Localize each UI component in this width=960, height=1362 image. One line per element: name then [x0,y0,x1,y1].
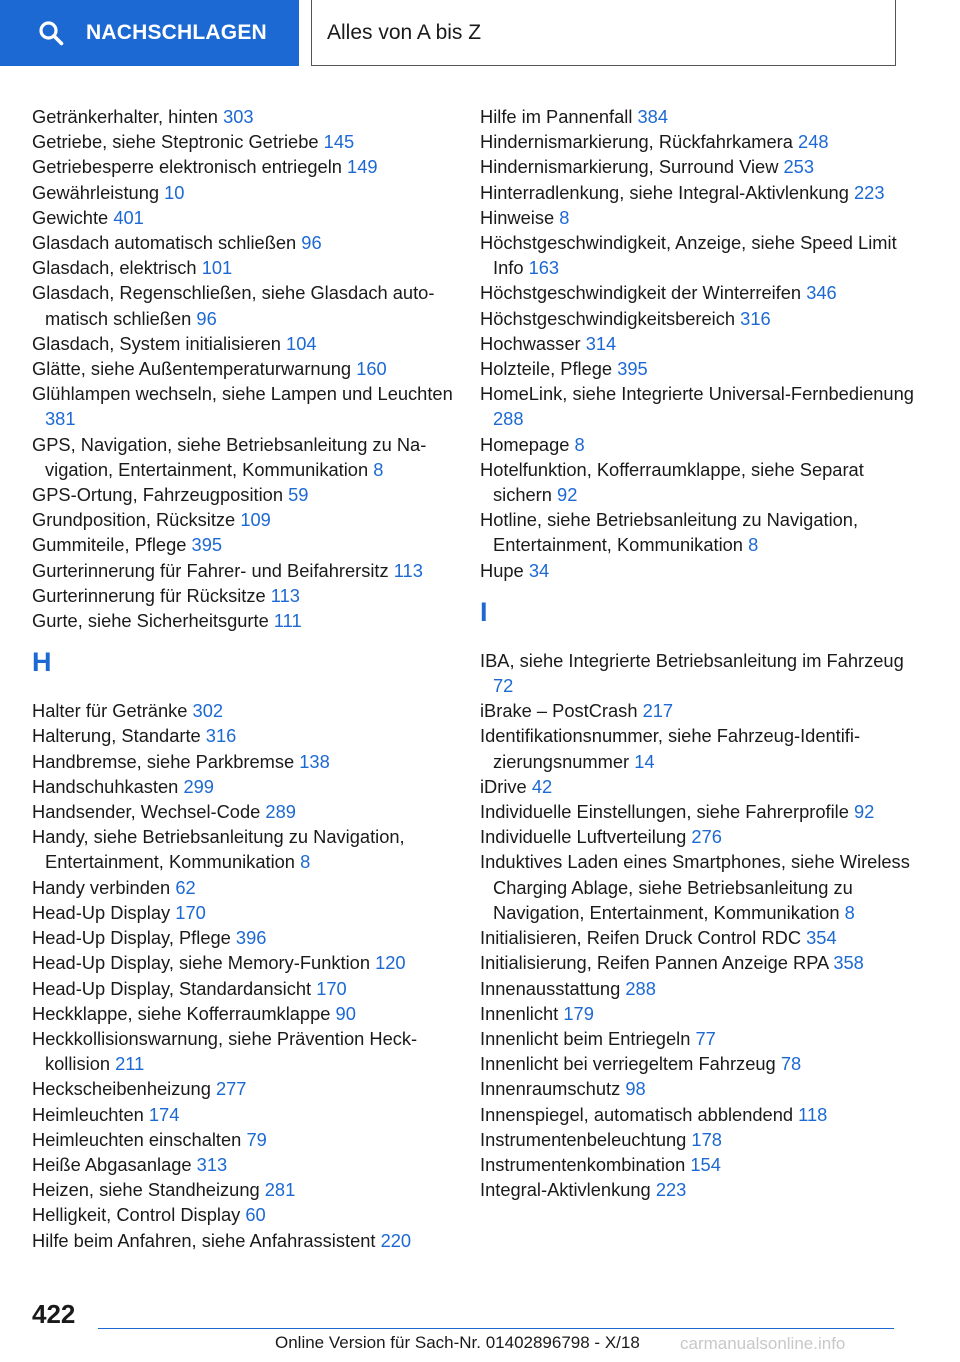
page-link[interactable]: 160 [356,358,387,380]
index-entry [32,950,462,975]
page-title: Alles von A bis Z [311,0,896,66]
page-link[interactable]: 401 [113,206,144,228]
page-link[interactable]: 8 [559,206,570,228]
index-entry [32,900,462,925]
index-entry-text: Grundposition, Rücksitze [32,509,236,531]
index-entry-text: Hilfe beim Anfahren, siehe Anfahrassistent [32,1229,376,1251]
page-link[interactable]: 313 [196,1153,228,1175]
index-entry-text: Heimleuchten einschalten [32,1128,242,1150]
page-link[interactable]: 395 [617,358,648,380]
page-link[interactable]: 248 [798,131,829,153]
index-entry [32,774,462,799]
index-entry-text: Heizen, siehe Standheizung [32,1179,260,1201]
page-link[interactable]: 8 [574,433,585,455]
index-entry [32,104,462,129]
index-entry-text: Individuelle Luftverteilung [480,826,687,848]
index-entry-text: Glätte, siehe Außentemperaturwarnung [32,358,352,380]
section-tab-label: NACHSCHLAGEN [86,21,267,44]
index-entry [32,230,462,255]
index-entry-text: Head-Up Display, Pflege [32,927,231,949]
page-link[interactable]: 138 [299,750,330,772]
footer-version-text: Online Version für Sach-Nr. 01402896798 - X/18 [275,1333,640,1352]
index-entry [480,925,920,950]
page-link[interactable]: 78 [780,1053,802,1075]
index-entry-text: Gurterinnerung für Fahrer- und Beifahrersitz [32,559,389,581]
index-column-right [480,104,920,1202]
page-link[interactable]: 101 [201,257,233,279]
index-entry [32,180,462,205]
page-link[interactable]: 354 [806,927,837,949]
index-entry [32,1102,462,1127]
page-link[interactable]: 170 [175,901,206,923]
index-entry-text: Head-Up Display, Standardansicht [32,977,312,999]
page-link[interactable]: 384 [637,106,669,127]
page-link[interactable]: 77 [695,1027,716,1049]
index-entry-text: Hindernismarkierung, Rückfahrkamera [480,131,793,153]
index-entry-text: Hupe [480,559,524,581]
index-entry [480,698,920,723]
index-entry [480,381,920,431]
index-entry [480,824,920,849]
index-entry-text: Getriebesperre elektronisch entriegeln [32,156,342,178]
page-link[interactable]: 154 [690,1153,721,1175]
page-link[interactable]: 381 [45,408,76,430]
letter-heading: H [32,647,52,678]
index-entry-text: Head-Up Display, siehe Memory-Funktion [32,952,370,974]
index-entry [32,532,462,557]
index-entry [32,749,462,774]
page-link[interactable]: 149 [347,156,378,178]
index-entry [480,799,920,824]
index-entry-text: Helligkeit, Control Display [32,1204,241,1226]
index-entry [480,950,920,975]
index-entry-text: Initialisierung, Reifen Pannen Anzeige RPA [480,952,829,974]
index-entry-text: Hotelfunktion, Kofferraumklappe, siehe Separat sichern [480,458,864,506]
page-link[interactable]: 396 [235,927,267,949]
page-link[interactable]: 314 [585,332,617,354]
index-entry [480,356,920,381]
index-entry [32,558,462,583]
page-link[interactable]: 8 [300,851,311,873]
page-link[interactable]: 111 [273,610,302,632]
page-link[interactable]: 60 [245,1204,266,1226]
index-entry [32,1026,462,1076]
page-link[interactable]: 120 [375,952,406,974]
index-entry-text: Höchstgeschwindigkeit, Anzeige, siehe Speed Limit Info [480,232,897,279]
index-entry-text: Höchstgeschwindigkeitsbereich [480,307,736,329]
index-entry [480,331,920,356]
index-entry-text: GPS-Ortung, Fahrzeugposition [32,484,283,506]
index-entry-text: Identifikationsnummer, siehe Fahrzeug-Identifizierungsnummer [480,725,861,772]
index-entry-text: Höchstgeschwindigkeit der Winterreifen [480,282,802,304]
index-entry [32,925,462,950]
page-link[interactable]: 288 [625,977,656,999]
page-link[interactable]: 346 [806,282,837,304]
index-entry [480,1177,920,1202]
index-entry [32,1202,462,1227]
index-entry-text: IBA, siehe Integrierte Betriebsanleitung im Fahrzeug [480,649,904,671]
index-entry-text: Hinterradlenkung, siehe Integral-Aktivlenkung [480,181,849,203]
index-entry-text: Handsender, Wechsel-Code [32,801,261,823]
index-entry [32,875,462,900]
page-link[interactable]: 62 [175,876,196,898]
index-entry [32,1127,462,1152]
page-link[interactable]: 104 [286,332,317,354]
index-entry [32,1076,462,1101]
page-link[interactable]: 118 [798,1103,828,1125]
index-entry [32,381,462,431]
page-link[interactable]: 288 [493,408,524,430]
index-entry [480,723,920,773]
index-entry-text: Hochwasser [480,332,581,354]
page-link[interactable]: 8 [748,534,759,556]
index-entry [480,104,920,129]
page-link[interactable]: 34 [528,559,550,581]
page-link[interactable]: 92 [557,484,578,506]
index-entry [32,280,462,330]
index-entry-text: Glasdach, Regenschließen, siehe Glasdach automatisch schließen [32,282,435,329]
index-entry-text: Innenausstattung [480,977,621,999]
index-entry [32,723,462,748]
index-entry-text: Halter für Getränke [32,700,188,722]
page-link[interactable]: 302 [192,700,224,722]
index-entry [32,608,462,633]
index-entry [480,774,920,799]
index-entry [32,1228,462,1253]
page-link[interactable]: 316 [740,307,771,329]
index-entry-text: Initialisieren, Reifen Druck Control RDC [480,927,802,949]
page-link[interactable]: 276 [691,826,722,848]
page-link[interactable]: 113 [393,559,423,581]
index-entry-text: Innenlicht [480,1002,559,1024]
search-icon [38,20,64,46]
index-entry [32,255,462,280]
index-entry [480,129,920,154]
index-entry [32,698,462,723]
page-link[interactable]: 299 [183,775,214,797]
index-entry [32,1152,462,1177]
index-entry [480,1127,920,1152]
page-link[interactable]: 303 [223,106,254,127]
index-entry-text: Gewichte [32,206,109,228]
index-entry [480,1152,920,1177]
index-entry [480,507,920,557]
page-link[interactable]: 170 [316,977,347,999]
index-entry [32,129,462,154]
page-link[interactable]: 277 [215,1078,247,1100]
page-link[interactable]: 79 [246,1128,267,1150]
index-entry [480,154,920,179]
index-entry-text: Hotline, siehe Betriebsanleitung zu Navigation, Entertainment, Kommunikation [480,509,859,556]
index-entry-text: Heckkollisionswarnung, siehe Prävention Heckkollision [32,1027,418,1075]
index-entry [480,558,920,583]
index-entry [32,331,462,356]
index-entry-text: Handschuhkasten [32,775,179,797]
index-entry [32,1177,462,1202]
index-entry-text: Innenspiegel, automatisch abblendend [480,1103,794,1125]
index-entry [32,205,462,230]
index-entry-text: Handy verbinden [32,876,171,898]
page-link[interactable]: 316 [205,725,237,747]
index-entry-text: Innenraumschutz [480,1078,621,1100]
index-entry-text: Heckklappe, siehe Kofferraumklappe [32,1002,331,1024]
index-entry-text: Head-Up Display [32,901,171,923]
watermark: carmanualsonline.info [680,1334,846,1353]
index-entry [480,306,920,331]
page-link[interactable]: 8 [844,901,855,923]
index-entry-text: Getränkerhalter, hinten [32,106,218,127]
index-entry-text: Heiße Abgasanlage [32,1153,192,1175]
index-entry [480,205,920,230]
page-link[interactable]: 145 [323,131,355,153]
page-link[interactable]: 90 [335,1002,356,1024]
index-column-left [32,104,462,1253]
page-number: 422 [32,1299,76,1329]
index-entry-text: HomeLink, siehe Integrierte Universal-Fernbedienung [480,383,914,405]
index-entry [32,154,462,179]
index-entry-text: Innenlicht beim Entriegeln [480,1027,691,1049]
index-entry-text: Glasdach, System initialisieren [32,332,281,354]
page-link[interactable]: 98 [625,1078,646,1100]
page-link[interactable]: 163 [528,257,560,279]
index-entry-text: Holzteile, Pflege [480,358,613,380]
index-entry [480,1026,920,1051]
page-link[interactable]: 281 [264,1179,296,1201]
index-entry-text: Glühlampen wechseln, siehe Lampen und Leuchten [32,383,453,405]
index-entry-text: iBrake – PostCrash [480,700,638,722]
index-entry-text: Instrumentenbeleuchtung [480,1128,687,1150]
page-link[interactable]: 109 [240,509,271,531]
page-link[interactable]: 42 [531,775,553,797]
page-link[interactable]: 113 [270,584,300,606]
index-entry [480,180,920,205]
letter-heading: I [480,596,488,627]
page-link[interactable]: 96 [196,307,217,329]
page-link[interactable]: 223 [853,181,885,203]
index-entry [480,648,920,698]
index-entry-text: Gummiteile, Pflege [32,534,187,556]
index-entry-text: Heckscheibenheizung [32,1078,211,1100]
footer-divider [98,1328,894,1329]
index-entry [32,976,462,1001]
index-entry-text: Handbremse, siehe Parkbremse [32,750,295,772]
index-entry [32,432,462,482]
page-link[interactable]: 96 [301,232,322,254]
page-link[interactable]: 92 [854,801,875,823]
index-entry [480,230,920,280]
index-entry-text: Innenlicht bei verriegeltem Fahrzeug [480,1053,776,1075]
index-entry-text: Gewährleistung [32,181,160,203]
page-link[interactable]: 211 [115,1053,145,1075]
index-entry-text: Heimleuchten [32,1103,144,1125]
page-link[interactable]: 14 [634,750,655,772]
index-entry [32,824,462,874]
page-link[interactable]: 358 [833,952,864,974]
index-entry [32,482,462,507]
index-entry [480,457,920,507]
index-entry-text: Glasdach automatisch schließen [32,232,297,254]
page-link[interactable]: 253 [783,156,815,178]
page-link[interactable]: 179 [563,1002,594,1024]
index-entry-text: Induktives Laden eines Smartphones, siehe Wireless Charging Ablage, siehe Betriebsanleitung zu Navigation, Entertainment, Kommunikation [480,851,910,923]
page-link[interactable]: 223 [655,1179,687,1201]
index-entry-text: Handy, siehe Betriebsanleitung zu Navigation, Entertainment, Kommunikation [32,826,405,873]
index-entry-text: Hilfe im Pannenfall [480,106,633,127]
index-entry-text: GPS, Navigation, siehe Betriebsanleitung zu Navigation, Entertainment, Kommunikation [32,433,427,480]
page-link[interactable]: 8 [373,458,384,480]
section-tab[interactable] [0,0,299,66]
index-entry [32,583,462,608]
page-link[interactable]: 174 [148,1103,180,1125]
index-entry-text: Instrumentenkombination [480,1153,686,1175]
index-entry [480,849,920,925]
index-entry-text: Individuelle Einstellungen, siehe Fahrerprofile [480,801,849,823]
index-entry [32,1001,462,1026]
index-entry [32,356,462,381]
index-entry-text: Integral-Aktivlenkung [480,1179,651,1201]
index-entry [32,799,462,824]
index-entry-text: Glasdach, elektrisch [32,257,197,279]
index-entry [480,976,920,1001]
index-entry-text: Homepage [480,433,570,455]
index-entry [32,507,462,532]
index-entry [480,280,920,305]
page-link[interactable]: 72 [493,675,514,697]
index-entry-text: iDrive [480,775,527,797]
index-entry [480,1102,920,1127]
page-link[interactable]: 10 [164,181,185,203]
page-link[interactable]: 59 [288,484,309,506]
index-entry-text: Gurterinnerung für Rücksitze [32,584,266,606]
index-entry-text: Halterung, Standarte [32,725,201,747]
page-link[interactable]: 178 [691,1128,722,1150]
index-entry-text: Hindernismarkierung, Surround View [480,156,779,178]
page-link[interactable]: 395 [191,534,223,556]
page-link[interactable]: 289 [265,801,296,823]
page-link[interactable]: 217 [642,700,674,722]
index-entry [480,432,920,457]
index-entry [480,1076,920,1101]
index-entry-text: Gurte, siehe Sicherheitsgurte [32,610,269,632]
index-entry [480,1051,920,1076]
index-entry [480,1001,920,1026]
index-entry-text: Getriebe, siehe Steptronic Getriebe [32,131,319,153]
index-entry-text: Hinweise [480,206,555,228]
page-link[interactable]: 220 [380,1229,412,1251]
